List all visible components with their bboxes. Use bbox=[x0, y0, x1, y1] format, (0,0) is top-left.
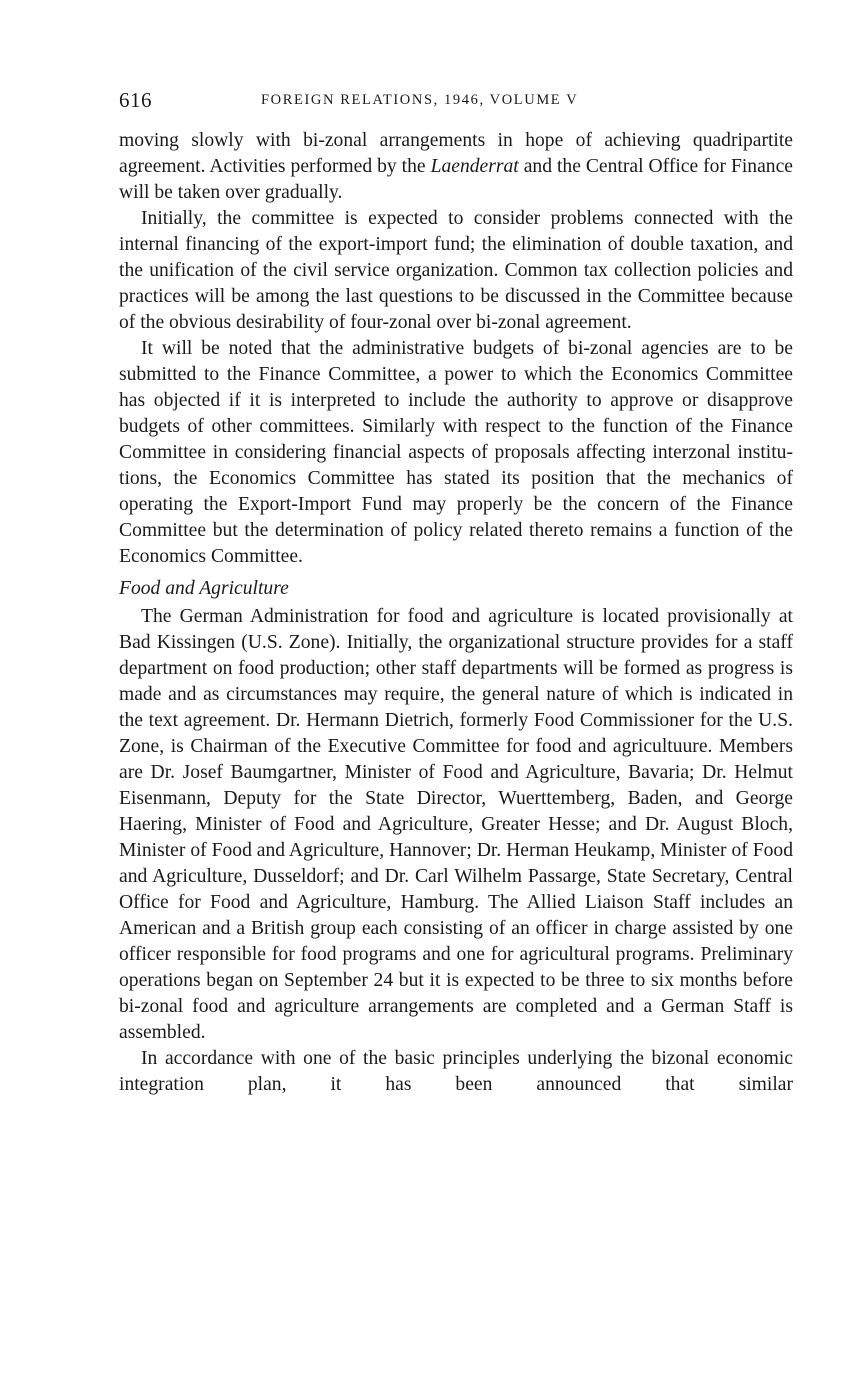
running-head bbox=[119, 88, 793, 120]
paragraph-budgets: It will be noted that the administrative budgets of bi-zonal agencies are to be submitted to the Finance Committee, a power to which the Economics Committee has objected if it is interpreted to include the authority to approve or disapprove budgets of other committees. Similarly with respect to the function of the Finance Committee in considering financial aspects of proposals affecting interzonal institutions, the Economics Committee has stated its position that the mechanics of operating the Export-Import Fund may properly be the concern of the Finance Committee but the determination of policy related thereto remains a function of the Economics Committee. bbox=[119, 338, 793, 567]
section-heading: Food and Agriculture bbox=[119, 578, 289, 599]
paragraph-food-agriculture: The German Administration for food and agriculture is located provisionally at Bad Kissingen (U.S. Zone). Initially, the organizational structure provides for a staff department on food production; other staff departments will be formed as progress is made and as circumstances may require, the general nature of which is indicated in the text agreement. Dr. Hermann Dietrich, formerly Food Commissioner for the U.S. Zone, is Chairman of the Executive Committee for food and agricultuure. Members are Dr. Josef Baumgartner, Minister of Food and Agriculture, Bavaria; Dr. Helmut Eisenmann, Deputy for the State Director, Wuerttemberg, Baden, and George Haering, Minister of Food and Agriculture, Greater Hesse; and Dr. August Bloch, Minister of Food and Agriculture, Hannover; Dr. Herman Heukamp, Minister of Food and Agriculture, Dusseldorf; and Dr. Carl Wilhelm Passarge, State Secretary, Central Office for Food and Agriculture, Hamburg. The Allied Liaison Staff includes an American and a British group each consisting of an officer in charge assisted by one officer responsible for food programs and one for agricultural programs. Preliminary operations began on September 24 but it is expected to be three to six months before bi-zonal food and agriculture arrangements are completed and a German Staff is assembled. bbox=[119, 606, 793, 1043]
running-title: FOREIGN RELATIONS, 1946, VOLUME V bbox=[261, 92, 579, 108]
paragraph-committee-initial: Initially, the committee is expected to consider problems connected with the internal financing of the export-import fund; the elimination of double taxation, and the unification of the civil service organization. Common tax collection policies and practices will be among the last questions to be discussed in the Committee because of the obvious desirability of four-zonal over bi-zonal agreement. bbox=[119, 208, 793, 333]
paragraph-text: moving slowly with bi-zonal arrangements in hope of achieving quadripartite agreement. Activities performed by the bbox=[119, 130, 793, 177]
paragraph-integration: In accordance with one of the basic principles underlying the bizonal economic integration plan, it has been announced that similar bbox=[119, 1048, 793, 1095]
italic-term: Laenderrat bbox=[430, 156, 519, 177]
paragraph-text: and the Central Office for Finance will be taken over gradually. bbox=[119, 156, 793, 203]
paragraph-continued bbox=[119, 128, 793, 206]
document-page bbox=[119, 88, 793, 1098]
page-number: 616 bbox=[119, 88, 152, 112]
